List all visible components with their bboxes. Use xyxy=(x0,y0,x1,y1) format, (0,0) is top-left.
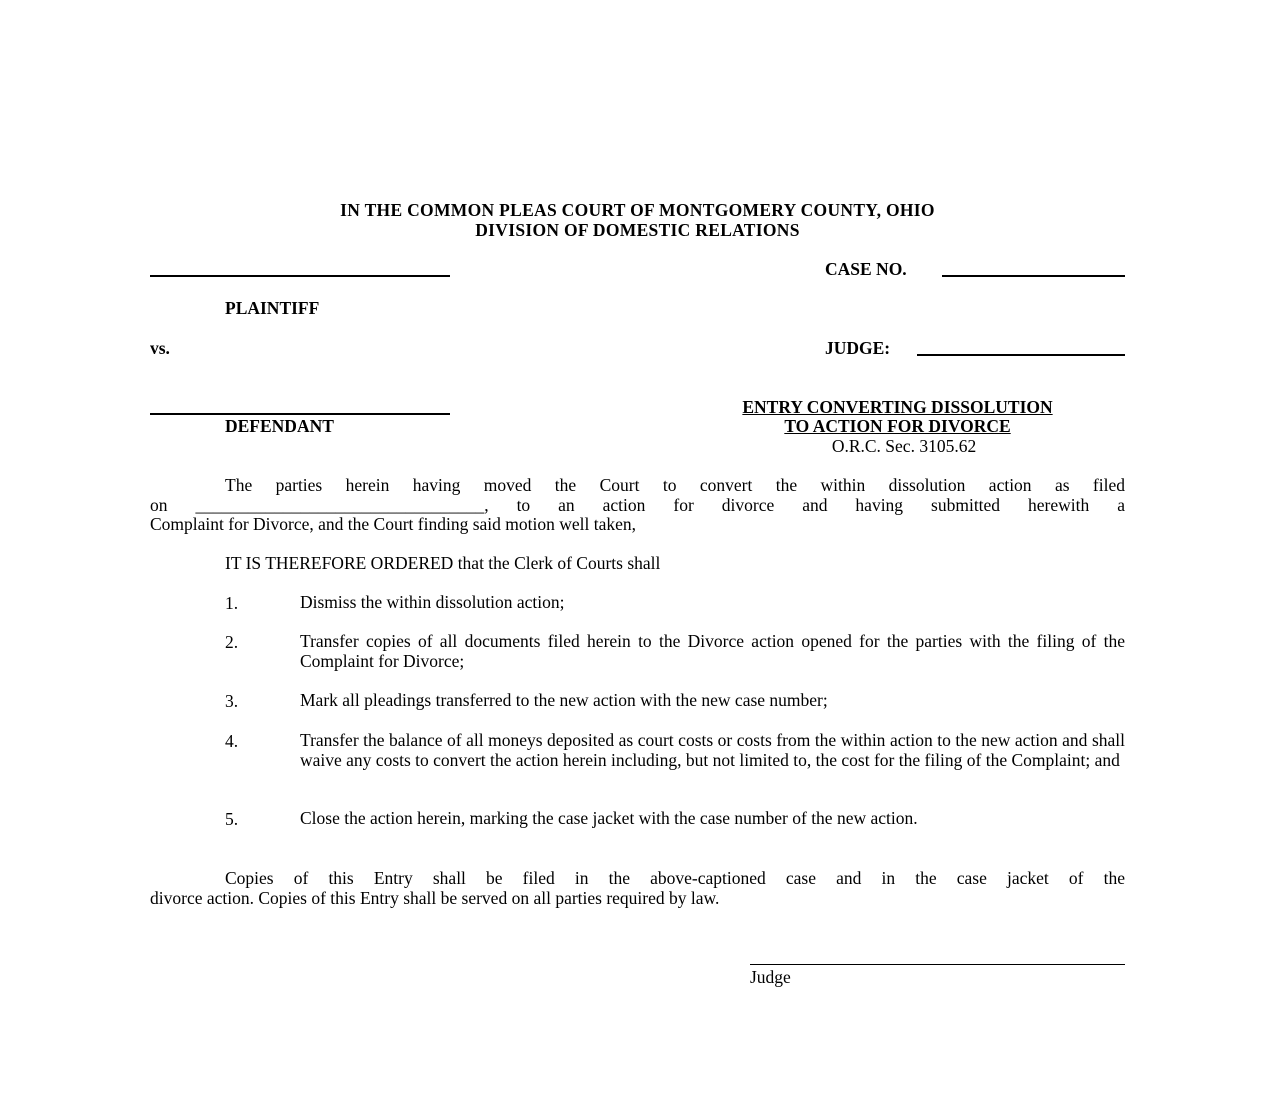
order-number: 2. xyxy=(225,632,239,652)
defendant-name-line xyxy=(150,413,450,415)
judge-signature-line xyxy=(750,964,1125,965)
closing-line-1: Copies of this Entry shall be filed in the above-captioned case and in the case jacket of the xyxy=(225,868,1125,888)
entry-title-line-1: ENTRY CONVERTING DISSOLUTION xyxy=(742,397,1053,417)
intro-line-2: on _________________________________, to an action for divorce and having submitted herewith a xyxy=(150,495,1125,515)
versus-label: vs. xyxy=(150,338,170,358)
plaintiff-name-line xyxy=(150,275,450,277)
order-text: Transfer the balance of all moneys deposited as court costs or costs from the within action to the new action and shall waive any costs to convert the action herein including, but not limited to, the cost for the filing of the Complaint; and xyxy=(300,730,1125,770)
intro-line-3: Complaint for Divorce, and the Court finding said motion well taken, xyxy=(150,514,637,534)
intro-line-1: The parties herein having moved the Court to convert the within dissolution action as filed xyxy=(225,475,1125,495)
order-intro: IT IS THEREFORE ORDERED that the Clerk of Courts shall xyxy=(225,553,661,573)
court-division: DIVISION OF DOMESTIC RELATIONS xyxy=(475,220,800,240)
judge-name-line xyxy=(917,354,1125,356)
order-text: Transfer copies of all documents filed herein to the Divorce action opened for the parties with the filing of the Complaint for Divorce; xyxy=(300,631,1125,671)
order-number: 5. xyxy=(225,809,239,829)
case-no-label: CASE NO. xyxy=(825,259,907,279)
order-text: Close the action herein, marking the case jacket with the case number of the new action. xyxy=(300,808,918,828)
order-text: Dismiss the within dissolution action; xyxy=(300,592,565,612)
judge-signature-label: Judge xyxy=(750,967,791,987)
case-no-line xyxy=(942,275,1125,277)
statute-reference: O.R.C. Sec. 3105.62 xyxy=(831,436,977,456)
closing-line-2: divorce action. Copies of this Entry shall be served on all parties required by law. xyxy=(150,888,720,908)
defendant-label: DEFENDANT xyxy=(225,416,334,436)
order-text: Mark all pleadings transferred to the new action with the new case number; xyxy=(300,690,828,710)
order-number: 1. xyxy=(225,593,239,613)
order-number: 4. xyxy=(225,731,239,751)
order-number: 3. xyxy=(225,691,239,711)
court-name: IN THE COMMON PLEAS COURT OF MONTGOMERY COUNTY, OHIO xyxy=(340,200,935,220)
judge-label: JUDGE: xyxy=(825,338,891,358)
entry-title-line-2: TO ACTION FOR DIVORCE xyxy=(784,416,1011,436)
plaintiff-label: PLAINTIFF xyxy=(225,298,320,318)
